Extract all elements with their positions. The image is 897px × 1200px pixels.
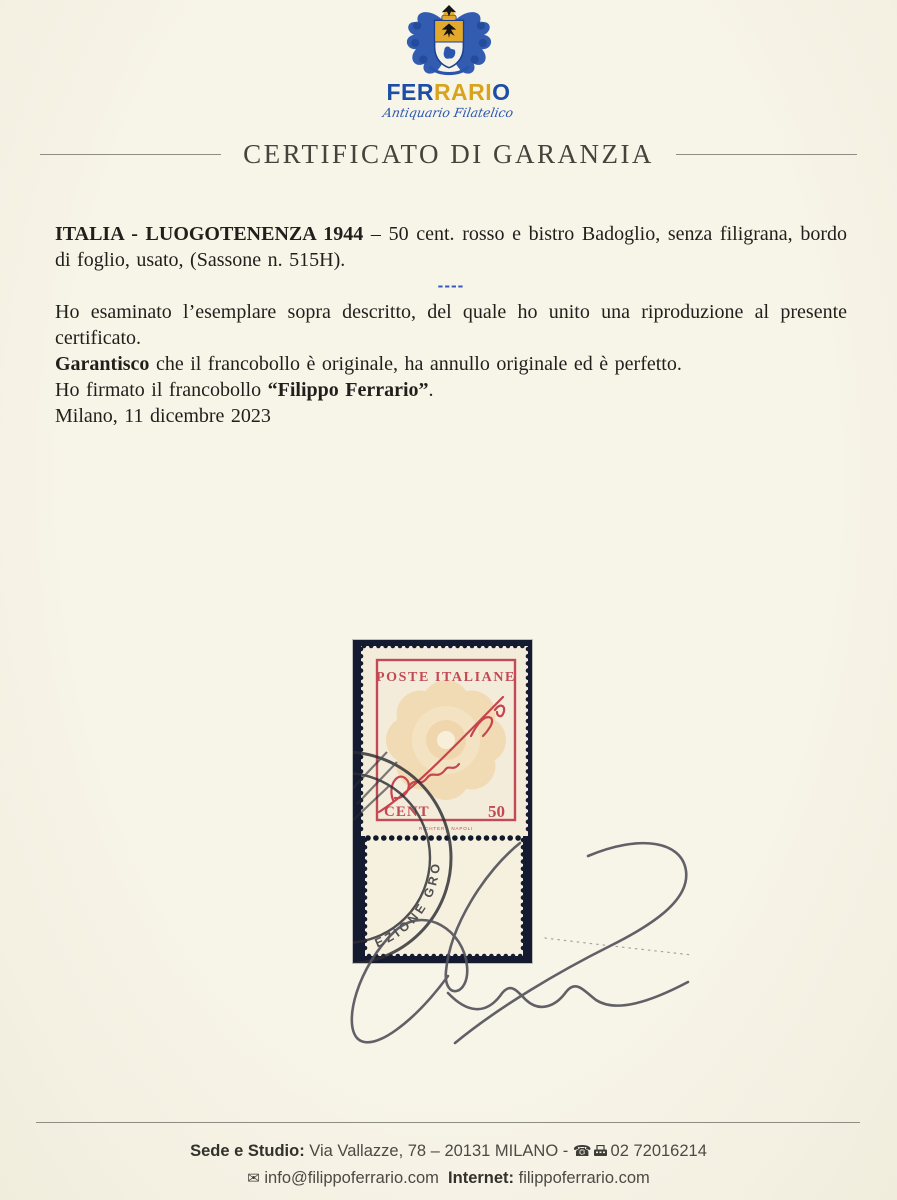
certificate-heading-row	[40, 139, 857, 170]
examination-paragraph: Ho esaminato l’esemplare sopra descritto, del quale ho unito una riproduzione al presente certificato.	[55, 301, 847, 349]
guarantee-text: che il francobollo è originale, ha annullo originale ed è perfetto.	[149, 353, 682, 375]
item-title: ITALIA - LUOGOTENENZA 1944	[55, 223, 364, 245]
expert-name: “Filippo Ferrario”	[267, 379, 429, 401]
email-address: info@filippoferrario.com	[264, 1169, 439, 1187]
place-date-line: Milano, 11 dicembre 2023	[55, 405, 271, 427]
stamp-denomination-label: CENT	[384, 804, 430, 820]
ferrario-coat-of-arms-icon	[399, 4, 499, 80]
signing-text: Ho firmato il francobollo	[55, 379, 268, 401]
guarantee-paragraph	[55, 351, 847, 377]
brand-tagline: Antiquario Filatelico	[382, 105, 515, 121]
logo-block	[0, 2, 897, 122]
phone-number: 02 72016214	[610, 1142, 707, 1160]
page-title: CERTIFICATO DI GARANZIA	[243, 139, 654, 169]
address-label: Sede e Studio:	[190, 1142, 305, 1160]
stamp-photograph	[353, 640, 532, 963]
brand-wordmark	[0, 80, 897, 104]
footer-web-line	[0, 1165, 897, 1192]
brand-segment: FER	[386, 79, 434, 105]
heading-rule-right	[676, 154, 857, 155]
guarantee-keyword: Garantisco	[55, 353, 150, 375]
envelope-icon: ✉	[247, 1169, 260, 1187]
stamp-printer-imprint: RICHTER - NAPOLI	[418, 826, 474, 831]
signing-paragraph	[55, 377, 847, 403]
signing-period: .	[428, 379, 434, 401]
brand-segment: RARI	[433, 79, 493, 105]
address-text: Via Vallazze, 78 – 20131 MILANO -	[304, 1142, 573, 1160]
footer-divider	[36, 1122, 860, 1123]
footer-contact-block	[0, 1138, 897, 1192]
website-url: filippoferrario.com	[518, 1169, 650, 1187]
brand-segment: O	[492, 79, 511, 105]
internet-label: Internet:	[448, 1169, 515, 1187]
stamp-denomination-value: 50	[488, 802, 505, 821]
postmark-text: EZIONE GRO	[372, 859, 444, 951]
dash-separator: ----	[437, 276, 465, 295]
fax-icon	[593, 1145, 608, 1158]
item-details: – 50 cent. rosso e bistro Badoglio, senza filigrana, bordo di foglio, usato, (Sassone n. 515H).	[55, 223, 848, 271]
stamp-image	[353, 640, 532, 963]
stamp-country-text: POSTE ITALIANE	[375, 670, 517, 685]
phone-icon: ☎	[572, 1142, 592, 1160]
certificate-body	[55, 221, 847, 429]
footer-address-line	[0, 1138, 897, 1165]
heading-rule-left	[40, 154, 221, 155]
item-description	[55, 221, 847, 273]
